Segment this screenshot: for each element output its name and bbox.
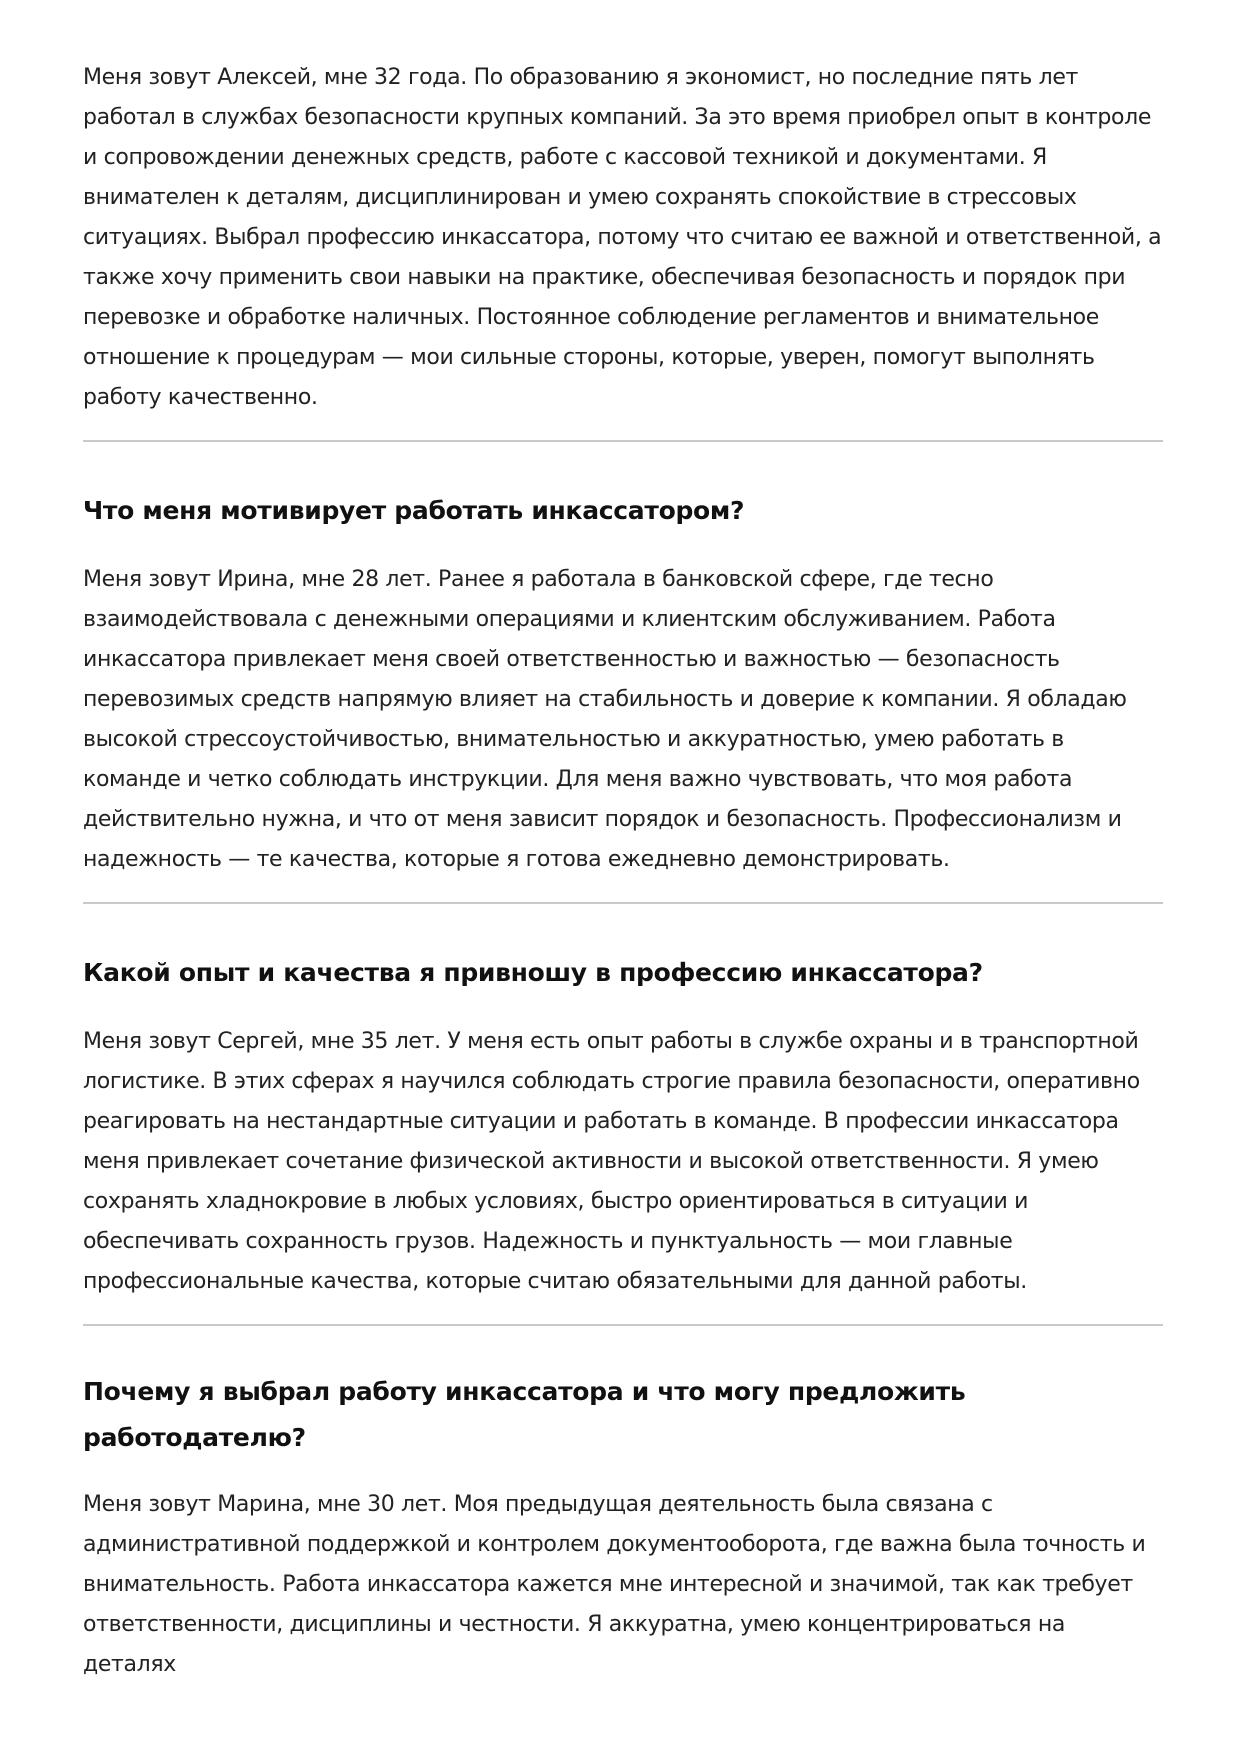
intro-section [83,58,1163,442]
intro-paragraph: Меня зовут Алексей, мне 32 года. По образованию я экономист, но последние пять лет работал в службах безопасности крупных компаний. За это время приобрел опыт в контроле и сопровождении денежных средств, работе с кассовой техникой и документами. Я внимателен к деталям, дисциплинирован и умею сохранять спокойствие в стрессовых ситуациях. Выбрал профессию инкассатора, потому что считаю ее важной и ответственной, а также хочу применить свои навыки на практике, обеспечивая безопасность и порядок при перевозке и обработке наличных. Постоянное соблюдение регламентов и внимательное отношение к процедурам — мои сильные стороны, которые, уверен, помогут выполнять работу качественно. [83,65,1162,410]
choice-section [83,1369,1163,1685]
section-divider [83,440,1163,442]
experience-section [83,950,1163,1326]
section-paragraph: Меня зовут Ирина, мне 28 лет. Ранее я работала в банковской сфере, где тесно взаимодействовала с денежными операциями и клиентским обслуживанием. Работа инкассатора привлекает меня своей ответственностью и важностью — безопасность перевозимых средств напрямую влияет на стабильность и доверие к компании. Я обладаю высокой стрессоустойчивостью, внимательностью и аккуратностью, умею работать в команде и четко соблюдать инструкции. Для меня важно чувствовать, что моя работа действительно нужна, и что от меня зависит порядок и безопасность. Профессионализм и надежность — те качества, которые я готова ежедневно демонстрировать. [83,567,1127,872]
document-page [83,58,1163,1685]
motivation-section [83,488,1163,904]
section-paragraph: Меня зовут Марина, мне 30 лет. Моя предыдущая деятельность была связана с административной поддержкой и контролем документооборота, где важна была точность и внимательность. Работа инкассатора кажется мне интересной и значимой, так как требует ответственности, дисциплины и честности. Я аккуратна, умею концентрироваться на деталях [83,1492,1146,1677]
section-heading: Почему я выбрал работу инкассатора и что могу предложить работодателю? [83,1377,966,1452]
section-divider [83,902,1163,904]
section-divider [83,1324,1163,1326]
section-heading: Какой опыт и качества я привношу в профессию инкассатора? [83,958,983,987]
section-heading: Что меня мотивирует работать инкассатором? [83,496,745,525]
section-paragraph: Меня зовут Сергей, мне 35 лет. У меня есть опыт работы в службе охраны и в транспортной логистике. В этих сферах я научился соблюдать строгие правила безопасности, оперативно реагировать на нестандартные ситуации и работать в команде. В профессии инкассатора меня привлекает сочетание физической активности и высокой ответственности. Я умею сохранять хладнокровие в любых условиях, быстро ориентироваться в ситуации и обеспечивать сохранность грузов. Надежность и пунктуальность — мои главные профессиональные качества, которые считаю обязательными для данной работы. [83,1029,1140,1294]
